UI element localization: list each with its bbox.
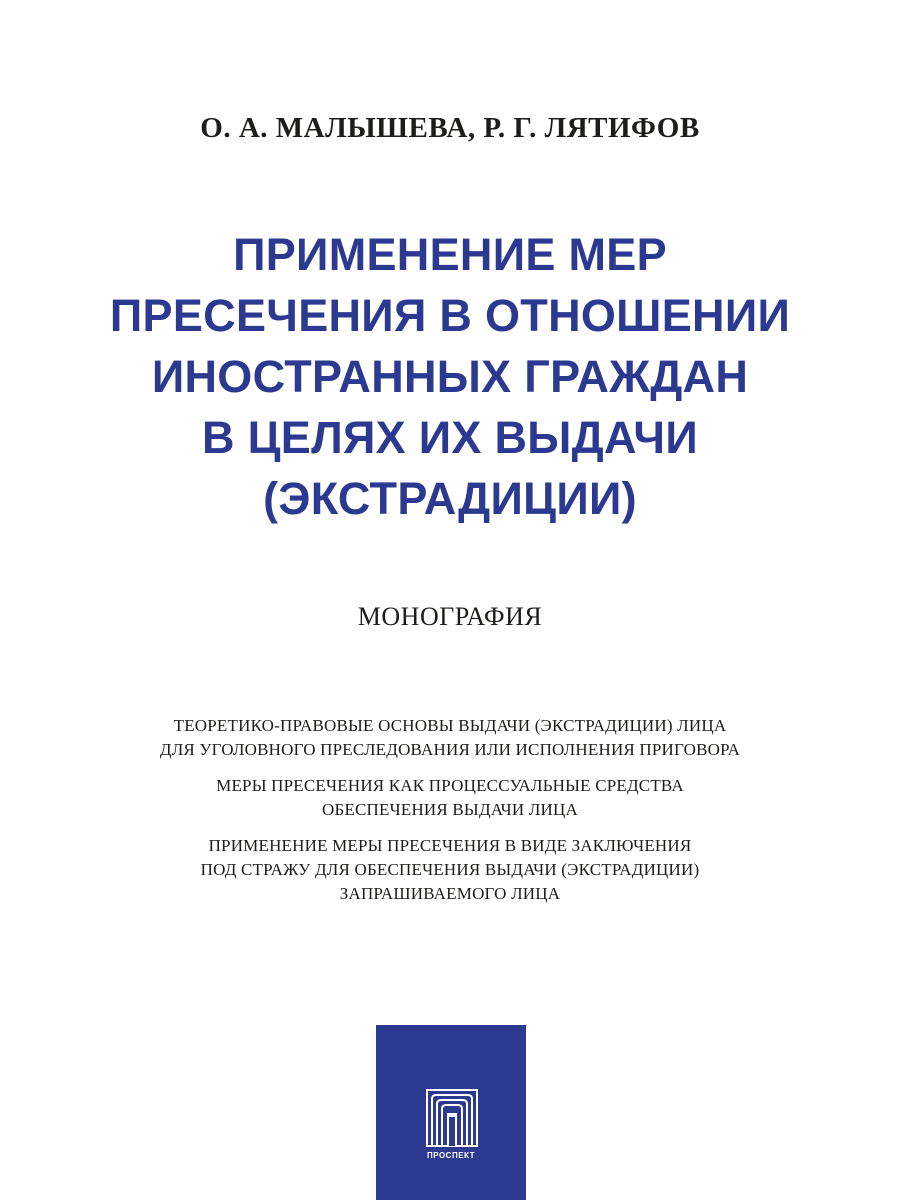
topic-line: ДЛЯ УГОЛОВНОГО ПРЕСЛЕДОВАНИЯ ИЛИ ИСПОЛНЕНИЯ ПРИГОВОРА: [159, 740, 741, 759]
book-title: [60, 224, 840, 529]
topic-line: ОБЕСПЕЧЕНИЯ ВЫДАЧИ ЛИЦА: [322, 800, 578, 819]
topic-line: МЕРЫ ПРЕСЕЧЕНИЯ КАК ПРОЦЕССУАЛЬНЫЕ СРЕДСТВА: [216, 776, 684, 795]
publisher-logo-block: [376, 1025, 526, 1200]
title-line: (ЭКСТРАДИЦИИ): [263, 473, 637, 524]
topic-line: ПОД СТРАЖУ ДЛЯ ОБЕСПЕЧЕНИЯ ВЫДАЧИ (ЭКСТРАДИЦИИ): [200, 860, 700, 879]
title-line: ПРИМЕНЕНИЕ МЕР: [233, 229, 667, 280]
title-line: В ЦЕЛЯХ ИХ ВЫДАЧИ: [202, 412, 698, 463]
topic-item: [100, 774, 800, 822]
publisher-name: ПРОСПЕКТ: [426, 1151, 476, 1160]
topic-item: [100, 714, 800, 762]
title-line: ИНОСТРАННЫХ ГРАЖДАН: [151, 351, 749, 402]
authors: О. А. МАЛЫШЕВА, Р. Г. ЛЯТИФОВ: [200, 112, 700, 144]
topic-line: ТЕОРЕТИКО-ПРАВОВЫЕ ОСНОВЫ ВЫДАЧИ (ЭКСТРАДИЦИИ) ЛИЦА: [173, 716, 727, 735]
topic-line: ПРИМЕНЕНИЕ МЕРЫ ПРЕСЕЧЕНИЯ В ВИДЕ ЗАКЛЮЧЕНИЯ: [208, 836, 692, 855]
building-arch-icon: [426, 1089, 478, 1147]
genre-label: МОНОГРАФИЯ: [357, 602, 543, 631]
topic-item: [100, 834, 800, 906]
topic-line: ЗАПРАШИВАЕМОГО ЛИЦА: [339, 884, 561, 903]
title-line: ПРЕСЕЧЕНИЯ В ОТНОШЕНИИ: [109, 290, 791, 341]
topics-list: [100, 714, 800, 918]
